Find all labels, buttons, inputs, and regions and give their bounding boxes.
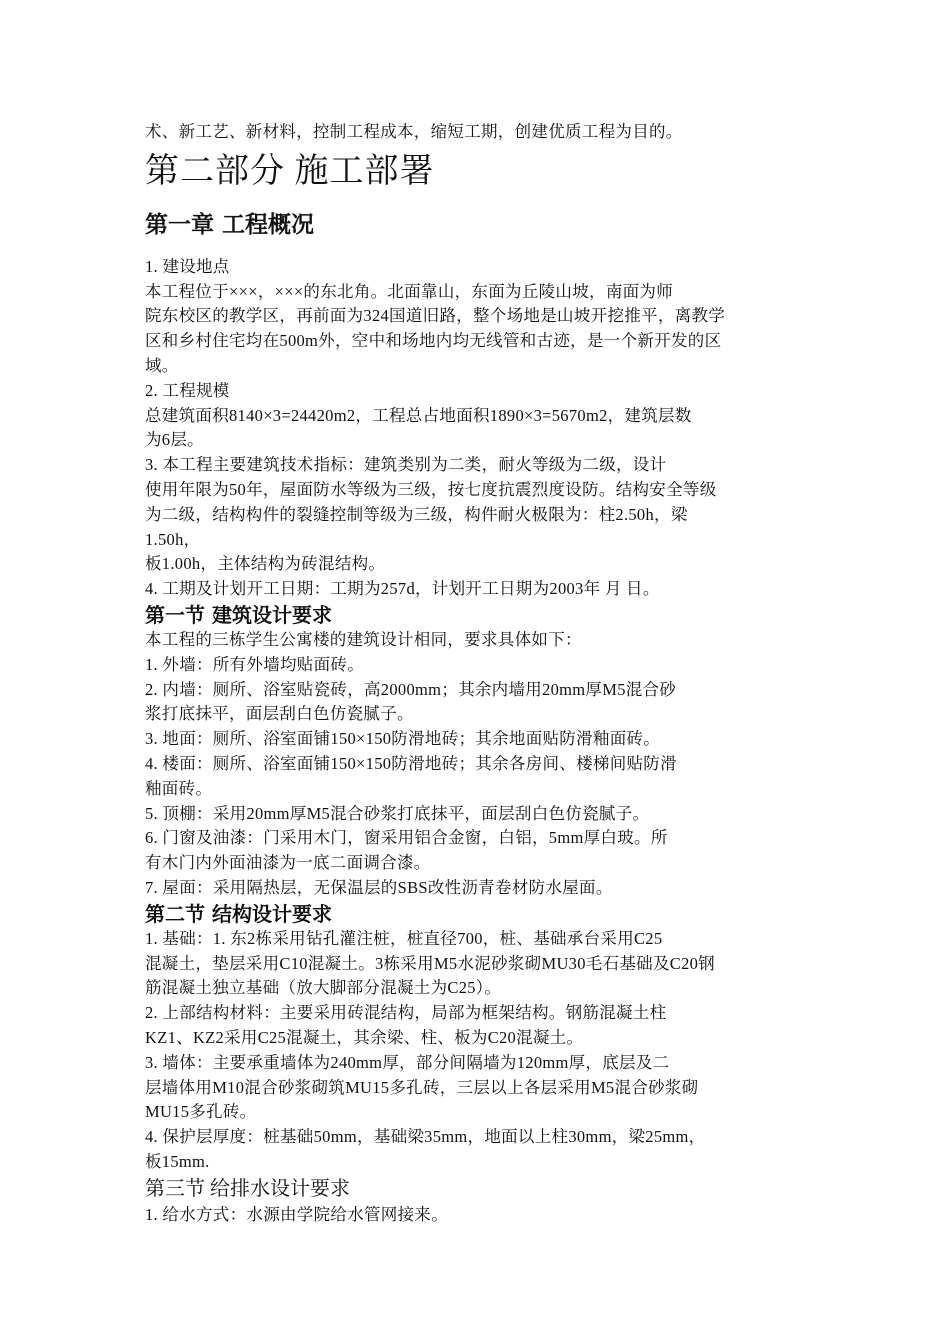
overview-line: 4. 工期及计划开工日期：工期为257d，计划开工日期为2003年 月 日。	[145, 579, 660, 599]
intro-tail-line: 术、新工艺、新材料，控制工程成本，缩短工期，创建优质工程为目的。	[145, 122, 683, 141]
overview-line: 为6层。	[145, 430, 204, 450]
section3-block	[145, 1203, 815, 1228]
section2-line: MU15多孔砖。	[145, 1102, 257, 1122]
overview-block	[145, 255, 815, 602]
section2-line: KZ1、KZ2采用C25混凝土，其余梁、柱、板为C20混凝土。	[145, 1027, 584, 1047]
section1-line: 5. 顶棚：采用20mm厚M5混合砂浆打底抹平，面层刮白色仿瓷腻子。	[145, 803, 650, 823]
section1-line: 浆打底抹平，面层刮白色仿瓷腻子。	[145, 704, 414, 724]
document-page	[145, 120, 815, 1227]
section3-title: 第三节 给排水设计要求	[145, 1177, 350, 1200]
section2-line: 混凝土，垫层采用C10混凝土。3栋采用M5水泥砂浆砌MU30毛石基础及C20钢	[145, 953, 715, 973]
overview-line: 1.50h，	[145, 529, 201, 549]
section1-line: 7. 屋面：采用隔热层，无保温层的SBS改性沥青卷材防水屋面。	[145, 877, 613, 897]
overview-line: 院东校区的教学区，再前面为324国道旧路，整个场地是山坡开挖推平，离教学	[145, 306, 726, 326]
section1-line: 本工程的三栋学生公寓楼的建筑设计相同，要求具体如下：	[145, 629, 582, 649]
overview-line: 1. 建设地点	[145, 256, 230, 276]
overview-line: 使用年限为50年，屋面防水等级为三级，按七度抗震烈度设防。结构安全等级	[145, 479, 717, 499]
overview-line: 3. 本工程主要建筑技术指标：建筑类别为二类，耐火等级为二级，设计	[145, 455, 667, 475]
section1-title: 第一节 建筑设计要求	[145, 602, 332, 627]
section1-line: 有木门内外面油漆为一底二面调合漆。	[145, 853, 431, 873]
section1-block	[145, 628, 815, 901]
section1-line: 2. 内墙：厕所、浴室贴瓷砖，高2000mm；其余内墙用20mm厚M5混合砂	[145, 679, 677, 699]
overview-line: 2. 工程规模	[145, 380, 230, 400]
section2-line: 3. 墙体：主要承重墙体为240mm厚，部分间隔墙为120mm厚，底层及二	[145, 1052, 670, 1072]
section2-block	[145, 927, 815, 1175]
overview-line: 为二级，结构构件的裂缝控制等级为三级，构件耐火极限为：柱2.50h，梁	[145, 504, 688, 524]
section1-line: 6. 门窗及油漆：门采用木门，窗采用铝合金窗，白铝，5mm厚白玻。所	[145, 828, 668, 848]
section1-line: 3. 地面：厕所、浴室面铺150×150防滑地砖；其余地面贴防滑釉面砖。	[145, 729, 661, 749]
section2-line: 筋混凝土独立基础（放大脚部分混凝土为C25）。	[145, 978, 502, 998]
part-title: 第二部分 施工部署	[145, 152, 435, 190]
section2-line: 板15mm.	[145, 1151, 210, 1171]
section2-line: 4. 保护层厚度：桩基础50mm，基础梁35mm，地面以上柱30mm，梁25mm，	[145, 1127, 706, 1147]
section3-line: 1. 给水方式：水源由学院给水管网接来。	[145, 1204, 448, 1224]
overview-line: 区和乡村住宅均在500m外，空中和场地内均无线管和古迹，是一个新开发的区	[145, 331, 722, 351]
section2-line: 1. 基础：1. 东2栋采用钻孔灌注桩，桩直径700，桩、基础承台采用C25	[145, 928, 663, 948]
chapter-title: 第一章 工程概况	[145, 211, 315, 238]
overview-line: 本工程位于×××，×××的东北角。北面靠山，东面为丘陵山坡，南面为师	[145, 281, 674, 301]
overview-line: 总建筑面积8140×3=24420m2，工程总占地面积1890×3=5670m2，建筑层数	[145, 405, 692, 425]
section1-line: 釉面砖。	[145, 778, 213, 798]
overview-line: 域。	[145, 355, 179, 375]
section2-title: 第二节 结构设计要求	[145, 901, 332, 926]
overview-line: 板1.00h，主体结构为砖混结构。	[145, 554, 386, 574]
section1-line: 4. 楼面：厕所、浴室面铺150×150防滑地砖；其余各房间、楼梯间贴防滑	[145, 753, 677, 773]
section2-line: 2. 上部结构材料：主要采用砖混结构，局部为框架结构。钢筋混凝土柱	[145, 1003, 667, 1023]
section1-line: 1. 外墙：所有外墙均贴面砖。	[145, 654, 364, 674]
section2-line: 层墙体用M10混合砂浆砌筑MU15多孔砖，三层以上各层采用M5混合砂浆砌	[145, 1077, 699, 1097]
